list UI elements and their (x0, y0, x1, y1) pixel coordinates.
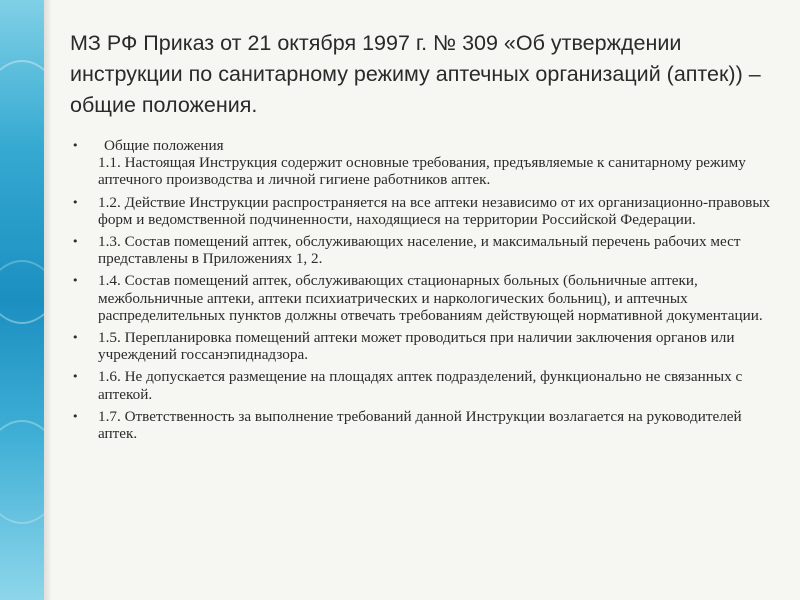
bullet-text: 1.2. Действие Инструкции распространяется на все аптеки независимо от их организационно-правовых форм и ведомственной подчиненности, находящиеся на территории Российской Федерации. (98, 193, 771, 228)
bullet-item (70, 137, 775, 189)
bullet-item (70, 194, 775, 228)
bullet-text: 1.4. Состав помещений аптек, обслуживающих стационарных больных (больничные аптеки, межбольничные аптеки, аптеки психиатрических и наркологических больниц), и аптечных распределительных пунктов должны отвечать требованиям действующей нормативной документации. (98, 272, 763, 324)
decorative-swirl (0, 420, 44, 600)
bullet-icon: • (72, 274, 79, 288)
bullet-item (70, 272, 775, 324)
bullet-icon: • (72, 139, 79, 152)
bullet-heading: Общие положения (104, 137, 224, 154)
bullet-text: 1.1. Настоящая Инструкция содержит основные требования, предъявляемые к санитарному режиму аптечного производства и личной гигиене работников аптек. (98, 154, 746, 189)
bullet-text: 1.6. Не допускается размещение на площадях аптек подразделений, функционально не связанных с аптекой. (98, 368, 743, 403)
bullet-text: 1.7. Ответственность за выполнение требований данной Инструкции возлагается на руководителей аптек. (98, 407, 742, 443)
bullet-item (70, 368, 775, 402)
bullet-item (70, 233, 775, 267)
bullet-list (70, 137, 775, 442)
bullet-text: 1.5. Перепланировка помещений аптеки может проводиться при наличии заключения органов или учреждений госсанэпиднадзора. (98, 329, 735, 364)
bullet-icon: • (72, 409, 79, 423)
bullet-icon: • (72, 370, 79, 384)
slide-title: МЗ РФ Приказ от 21 октября 1997 г. № 309 «Об утверждении инструкции по санитарному режиму аптечных организаций (аптек)) – общие положения. (70, 31, 761, 117)
bullet-icon: • (72, 235, 79, 249)
bullet-item (70, 408, 775, 442)
strip-shadow (44, 0, 52, 600)
bullet-item (70, 329, 775, 363)
bullet-icon: • (72, 195, 79, 209)
bullet-text: 1.3. Состав помещений аптек, обслуживающих население, и максимальный перечень рабочих мест представлены в Приложениях 1, 2. (98, 233, 741, 268)
decorative-side-strip (0, 0, 44, 600)
bullet-icon: • (72, 331, 79, 345)
slide-content (70, 28, 775, 447)
